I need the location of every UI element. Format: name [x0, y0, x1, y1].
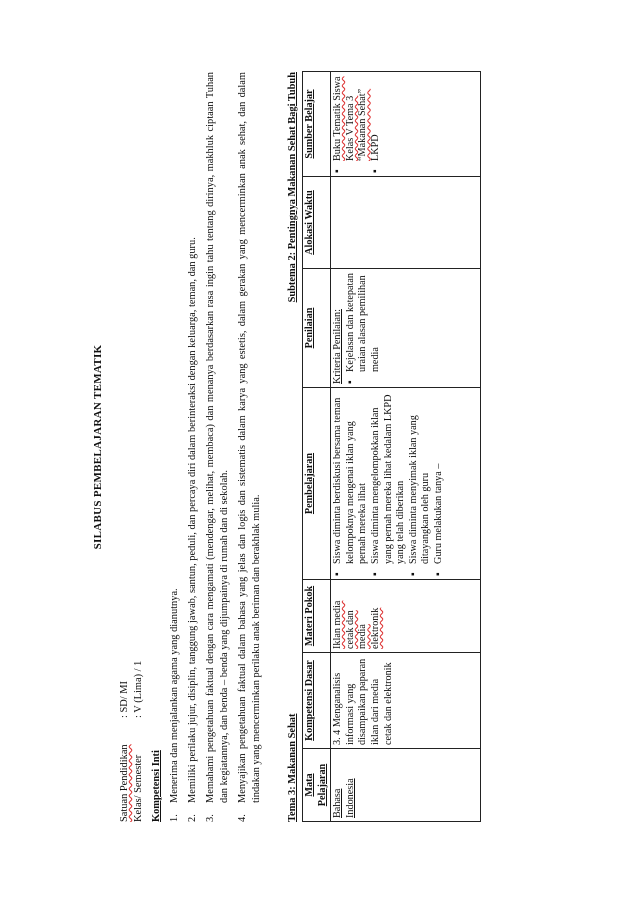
- silabus-table: [302, 71, 481, 822]
- item-number: 4.: [237, 814, 248, 822]
- cell-pembelajaran: ▪ Siswa diminta berdiskusi bersama teman kelompoknya mengenai iklan yang pernah mereka lihat ▪ Siswa diminta mengelompokkan iklan yang pernah mereka lihat kedalam LKPD yang telah diberikan ▪ Siswa diminta menyimak iklan yang ditayangkan oleh guru ▪ Guru melakukan tanya –: [331, 388, 481, 580]
- cell-penilaian: Kriteria Penilaian: ▪ Kejelasan dan ketepatan uraian alasan pemilihan media: [331, 269, 481, 388]
- column-header: Sumber Belajar: [303, 72, 331, 177]
- cell-materi: Iklan media cetak dan media elektronik: [331, 580, 481, 653]
- subtema-label: Subtema 2: Pentingnya Makanan Sehat Bagi Tubuh: [287, 72, 298, 303]
- list-item: [236, 72, 264, 822]
- item-text: Menerima dan menjalankan agama yang dianutnya.: [169, 588, 180, 803]
- cell-alokasi: [331, 177, 481, 269]
- kompetensi-inti-list: [168, 72, 264, 822]
- list-item: [186, 72, 200, 822]
- column-header: Alokasi Waktu: [303, 177, 331, 269]
- item-text: Menyajikan pengetahuan faktual dalam bahasa yang jelas dan logis dan sistematis dalam karya yang estetis, dalam gerakan yang mencerminkan anak sehat, dan dalam tindakan yang mencerminkan perilaku anak beriman dan berakhlak mulia.: [237, 72, 262, 803]
- kompetensi-inti-heading: Kompetensi Inti: [151, 750, 162, 822]
- info-value: : V (Lima) / 1: [133, 660, 144, 718]
- info-label: Satuan Pendidikan: [119, 744, 130, 822]
- cell-kd: 3. 4 Menganalisis informasi yang disampaikan paparan iklan dari media cetak dan elektronik: [331, 653, 481, 749]
- document-title: SILABUS PEMBELAJARAN TEMATIK: [92, 344, 104, 550]
- column-header: Mata Pelajaran: [303, 749, 331, 822]
- tema-label: Tema 3: Makanan Sehat: [287, 713, 298, 822]
- list-item: [168, 72, 182, 822]
- cell-mapel: Bahasa Indonesia: [331, 749, 481, 822]
- document-page: [77, 72, 555, 822]
- item-number: 3.: [205, 814, 216, 822]
- item-text: Memiliki perilaku jujur, disiplin, tanggung jawab, santun, peduli, dan percaya diri dalam berinteraksi dengan keluarga, teman, dan guru.: [187, 237, 198, 803]
- item-number: 1.: [169, 814, 180, 822]
- column-header: Materi Pokok: [303, 580, 331, 653]
- column-header: Kompetensi Dasar: [303, 653, 331, 749]
- cell-sumber: ▪ Buku Tematik Siswa Kelas V Tema 3 “Makanan Sehat” ▪ LKPD: [331, 72, 481, 177]
- info-row-satuan: [118, 72, 132, 822]
- list-item: [204, 72, 232, 822]
- item-number: 2.: [187, 814, 198, 822]
- info-row-kelas: [132, 72, 146, 822]
- table-header-row: [303, 72, 331, 822]
- info-value: : SD/ MI: [119, 681, 130, 718]
- info-label: Kelas/ Semester: [133, 754, 144, 822]
- column-header: Penilaian: [303, 269, 331, 388]
- table-row: [331, 72, 481, 822]
- column-header: Pembelajaran: [303, 388, 331, 580]
- theme-row: [286, 72, 300, 822]
- item-text: Memahami pengetahuan faktual dengan cara mengamati (mendengar, melihat, membaca) dan menanya berdasarkan rasa ingin tahu tentang dirinya, makhluk ciptaan Tuhan dan kegiatannya, dan benda – benda yang dijumpainya di rumah dan di sekolah.: [205, 72, 230, 803]
